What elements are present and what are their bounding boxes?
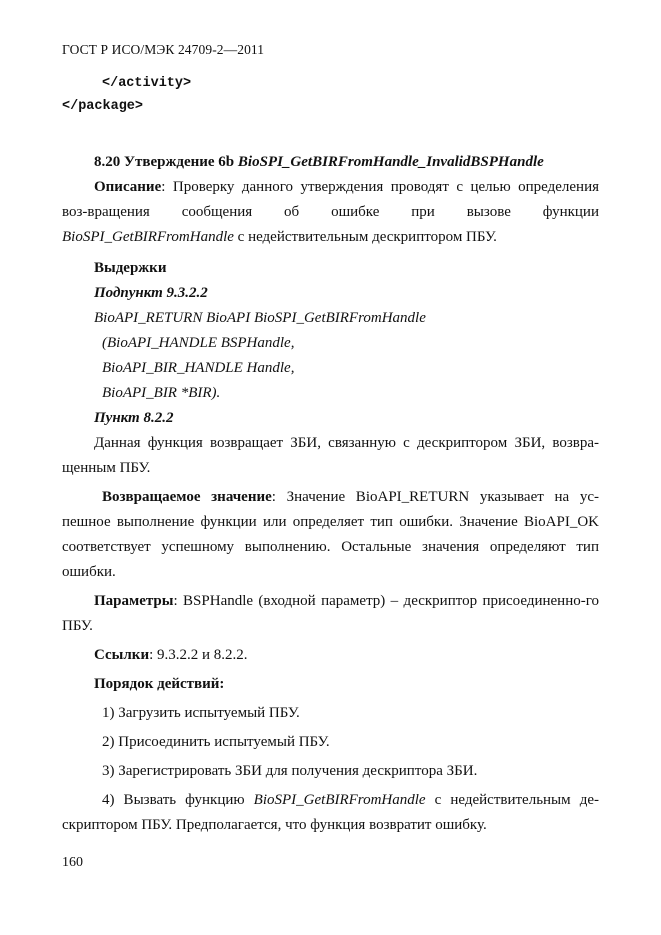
clause-label: Пункт 8.2.2 [94, 410, 174, 426]
procedure-step-1: 1) Загрузить испытуемый ПБУ. [102, 705, 300, 721]
document-header: ГОСТ Р ИСО/МЭК 24709-2—2011 [62, 42, 265, 57]
section-body [62, 150, 599, 838]
page-number: 160 [62, 855, 83, 870]
parameters-paragraph: Параметры: BSPHandle (входной параметр) – дескриптор присоединенно-го ПБУ. [62, 593, 599, 634]
clause-text: Данная функция возвращает ЗБИ, связанную с дескриптором ЗБИ, возвра-щенным ПБУ. [62, 435, 599, 476]
signature-line-1: BioAPI_RETURN BioAPI BioSPI_GetBIRFromHandle [94, 310, 426, 326]
procedure-step-3: 3) Зарегистрировать ЗБИ для получения дескриптора ЗБИ. [102, 763, 478, 779]
excerpts-label: Выдержки [94, 260, 167, 276]
section-heading: 8.20 Утверждение 6b BioSPI_GetBIRFromHandle_InvalidBSPHandle [94, 154, 544, 170]
signature-line-3: BioAPI_BIR_HANDLE Handle, [102, 360, 295, 376]
code-line-activity: </activity> [102, 76, 192, 91]
references-paragraph: Ссылки: 9.3.2.2 и 8.2.2. [94, 647, 248, 663]
procedure-step-2: 2) Присоединить испытуемый ПБУ. [102, 734, 330, 750]
subclause-label: Подпункт 9.3.2.2 [94, 285, 208, 301]
description-paragraph: Описание: Проверку данного утверждения проводят с целью определения воз-вращения сообщения об ошибке при вызове функции BioSPI_GetBIRFromHandle с недействительным дескриптором ПБУ. [62, 179, 599, 245]
signature-line-4: BioAPI_BIR *BIR). [102, 385, 221, 401]
return-value-paragraph: Возвращаемое значение: Значение BioAPI_RETURN указывает на ус-пешное выполнение функции или определяет тип ошибки. Значение BioAPI_OK соответствует успешному выполнению. Остальные значения определяют тип ошибки. [62, 489, 599, 580]
procedure-step-4: 4) Вызвать функцию BioSPI_GetBIRFromHandle с недействительным де-скриптором ПБУ. Предполагается, что функция возвратит ошибку. [62, 792, 599, 833]
procedure-label: Порядок действий: [94, 676, 225, 692]
signature-line-2: (BioAPI_HANDLE BSPHandle, [102, 335, 295, 351]
code-line-package: </package> [62, 99, 144, 114]
